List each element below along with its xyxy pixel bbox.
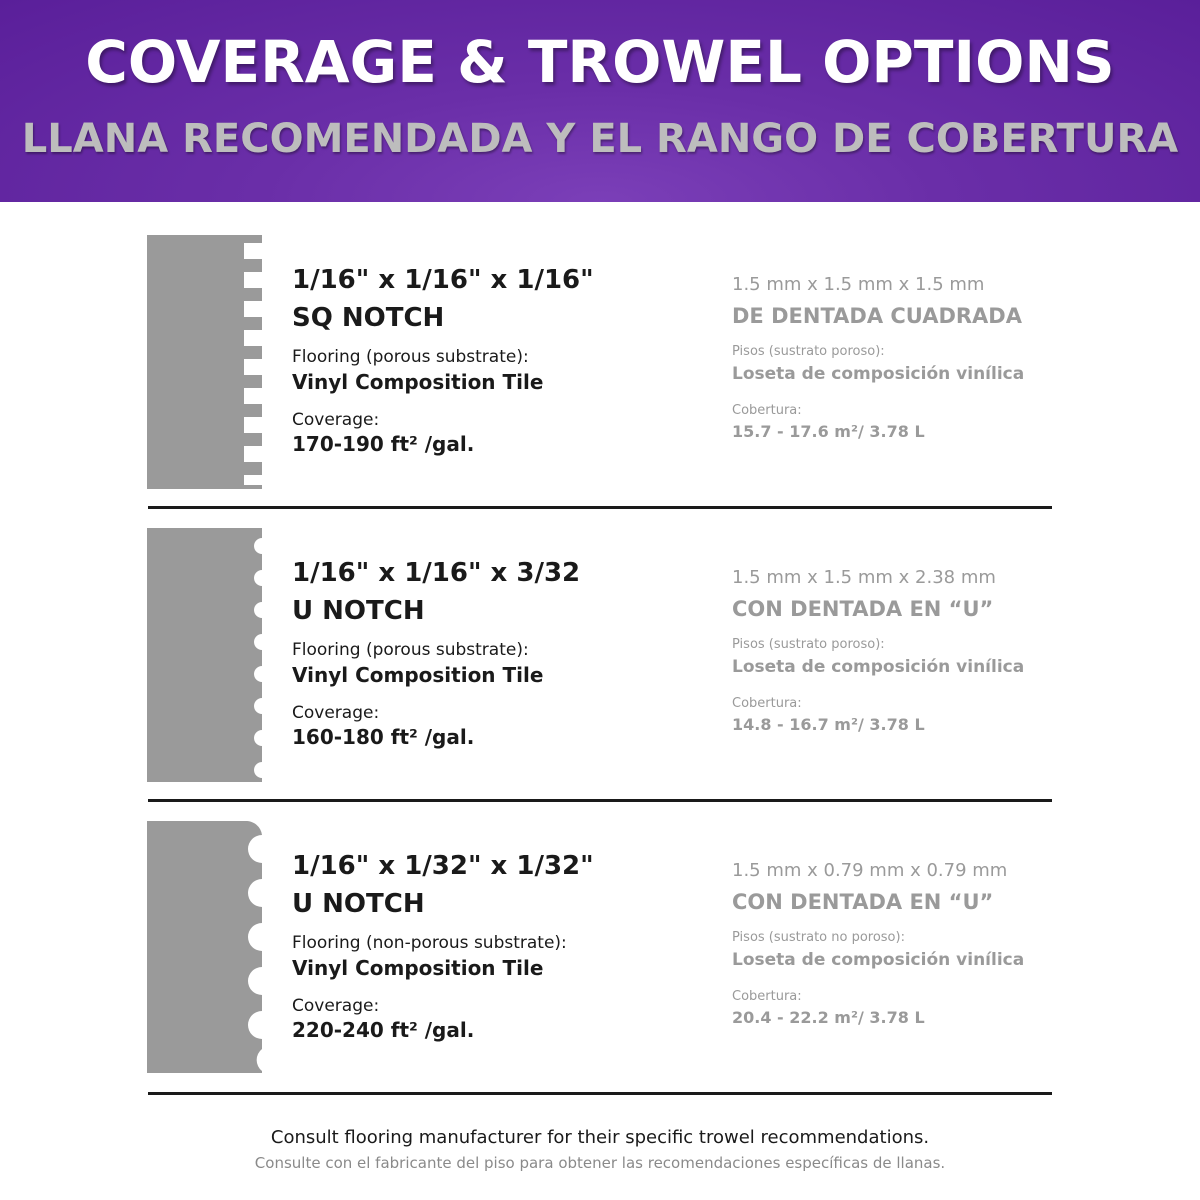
header-banner [0, 0, 1200, 202]
trowel-size: 1/16" x 1/16" x 1/16" [292, 265, 594, 295]
notch-type: SQ NOTCH [292, 303, 445, 333]
footer-note-es: Consulte con el fabricante del piso para obtener las recomendaciones específicas de llanas. [254, 1154, 946, 1172]
footer-note: Consult flooring manufacturer for their specific trowel recommendations. [270, 1127, 930, 1148]
coverage-label-es: Cobertura: [732, 989, 802, 1004]
flooring-value: Vinyl Composition Tile [292, 956, 544, 980]
coverage-label: Coverage: [292, 996, 380, 1016]
notch-type-es: CON DENTADA EN “U” [732, 890, 994, 914]
coverage-value-es: 14.8 - 16.7 m²/ 3.78 L [732, 715, 925, 734]
notch-type-es: DE DENTADA CUADRADA [732, 304, 1022, 328]
flooring-label-es: Pisos (sustrato poroso): [732, 344, 885, 359]
row-divider [148, 799, 1052, 802]
coverage-label: Coverage: [292, 703, 380, 723]
flooring-value-es: Loseta de composición vinílica [732, 950, 1025, 970]
trowel-size: 1/16" x 1/16" x 3/32 [292, 558, 581, 588]
flooring-label: Flooring (porous substrate): [292, 640, 529, 660]
page-title: COVERAGE & TROWEL OPTIONS [85, 28, 1115, 96]
trowel-size-es: 1.5 mm x 1.5 mm x 1.5 mm [732, 274, 985, 295]
large-u-notch-trowel-icon [147, 821, 265, 1075]
flooring-value-es: Loseta de composición vinílica [732, 657, 1025, 677]
trowel-option-row-3 [0, 821, 1200, 1114]
notch-type-es: CON DENTADA EN “U” [732, 597, 994, 621]
flooring-value: Vinyl Composition Tile [292, 663, 544, 687]
coverage-value-es: 20.4 - 22.2 m²/ 3.78 L [732, 1008, 925, 1027]
flooring-value: Vinyl Composition Tile [292, 370, 544, 394]
u-notch-trowel-icon [147, 528, 265, 782]
coverage-value-es: 15.7 - 17.6 m²/ 3.78 L [732, 422, 925, 441]
row-divider [148, 1092, 1052, 1095]
coverage-value: 160-180 ft² /gal. [292, 725, 475, 749]
coverage-label-es: Cobertura: [732, 403, 802, 418]
trowel-option-row-1 [0, 235, 1200, 528]
trowel-size-es: 1.5 mm x 1.5 mm x 2.38 mm [732, 567, 996, 588]
flooring-label: Flooring (porous substrate): [292, 347, 529, 367]
coverage-label: Coverage: [292, 410, 380, 430]
coverage-value: 170-190 ft² /gal. [292, 432, 475, 456]
row-divider [148, 506, 1052, 509]
notch-type: U NOTCH [292, 596, 425, 626]
trowel-size-es: 1.5 mm x 0.79 mm x 0.79 mm [732, 860, 1008, 881]
flooring-label-es: Pisos (sustrato no poroso): [732, 930, 905, 945]
trowel-size: 1/16" x 1/32" x 1/32" [292, 851, 594, 881]
coverage-label-es: Cobertura: [732, 696, 802, 711]
flooring-label-es: Pisos (sustrato poroso): [732, 637, 885, 652]
notch-type: U NOTCH [292, 889, 425, 919]
coverage-value: 220-240 ft² /gal. [292, 1018, 475, 1042]
square-notch-trowel-icon [147, 235, 265, 489]
page-subtitle: LLANA RECOMENDADA Y EL RANGO DE COBERTURA [21, 116, 1179, 162]
flooring-value-es: Loseta de composición vinílica [732, 364, 1025, 384]
flooring-label: Flooring (non-porous substrate): [292, 933, 567, 953]
trowel-option-row-2 [0, 528, 1200, 821]
